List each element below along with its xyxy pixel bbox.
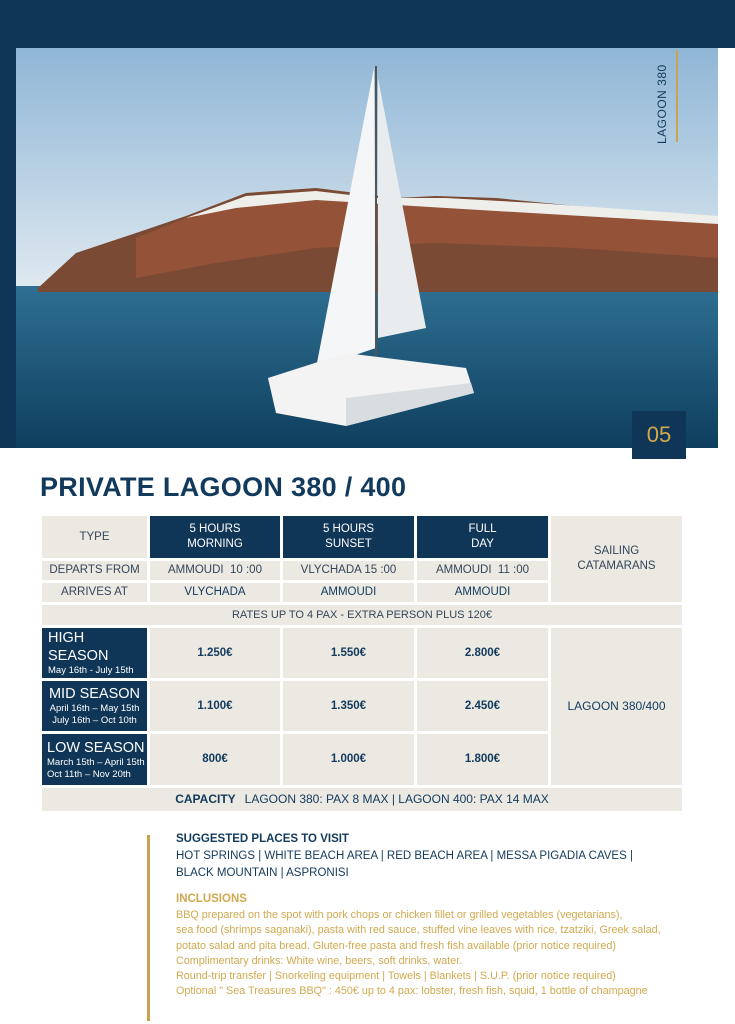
season-dates: July 16th – Oct 10th — [52, 715, 137, 726]
season-dates: May 16th - July 15th — [48, 665, 134, 676]
departs-cell: AMMOUDI 11 :00 — [417, 561, 548, 580]
inclusion-line: potato salad and pita bread. Gluten-free pasta and fresh fish available (prior notice required) — [176, 939, 616, 952]
arrives-cell: AMMOUDI — [283, 583, 414, 602]
season-name: MID SEASON — [48, 686, 141, 702]
season-high — [42, 628, 147, 678]
inclusion-line: Complimentary drinks: White wine, beers, soft drinks, water. — [176, 954, 463, 967]
departs-label: DEPARTS FROM — [42, 561, 147, 580]
price-cell: 1.800€ — [417, 734, 548, 785]
capacity-label: CAPACITY — [175, 792, 236, 806]
season-dates: March 15th – April 15th — [47, 756, 145, 768]
price-cell: 1.250€ — [150, 628, 280, 678]
arrives-label: ARRIVES AT — [42, 583, 147, 602]
inclusion-line: BBQ prepared on the spot with pork chops or chicken fillet or grilled vegetables (vegetarians), — [176, 909, 623, 921]
column-line: MORNING — [187, 538, 243, 550]
column-line: 5 HOURS — [322, 523, 375, 535]
capacity-row — [42, 788, 682, 811]
side-band — [0, 0, 16, 448]
inclusion-line: Optional " Sea Treasures BBQ" : 450€ up to 4 pax: lobster, fresh fish, squid, 1 bottle of champagne — [176, 985, 648, 998]
boat-label: LAGOON 380 — [655, 64, 669, 144]
places-heading: SUGGESTED PLACES TO VISIT — [176, 833, 349, 845]
places-list: HOT SPRINGS | WHITE BEACH AREA | RED BEACH AREA | MESSA PIGADIA CAVES | BLACK MOUNTAIN | ASPRONISI — [176, 850, 633, 879]
boats-cell: LAGOON 380/400 — [551, 628, 682, 785]
price-cell: 1.100€ — [150, 681, 280, 731]
page-title: PRIVATE LAGOON 380 / 400 — [40, 472, 407, 502]
column-header — [283, 516, 414, 558]
price-cell: 2.800€ — [417, 628, 548, 678]
price-cell: 1.000€ — [283, 734, 414, 785]
inclusions-list — [176, 908, 706, 1000]
info-section — [176, 831, 706, 1000]
column-line: DAY — [471, 538, 494, 550]
price-cell: 800€ — [150, 734, 280, 785]
column-header — [417, 516, 548, 558]
rates-note: RATES UP TO 4 PAX - EXTRA PERSON PLUS 120€ — [42, 605, 682, 625]
arrives-cell: VLYCHADA — [150, 583, 280, 602]
category-cell: SAILING CATAMARANS — [551, 516, 682, 602]
column-line: SUNSET — [325, 538, 372, 550]
season-name: LOW SEASON — [47, 739, 145, 756]
season-dates: April 16th – May 15th — [49, 703, 140, 714]
inclusions-heading: INCLUSIONS — [176, 893, 247, 905]
inclusion-line: sea food (shrimps saganaki), pasta with red sauce, stuffed vine leaves with rice, tzatziki, Greek salad, — [176, 924, 661, 937]
header-band — [0, 0, 735, 48]
type-label: TYPE — [42, 516, 147, 558]
inclusion-line: Round-trip transfer | Snorkeling equipment | Towels | Blankets | S.U.P. (prior notice required) — [176, 970, 616, 983]
page-number: 05 — [632, 411, 686, 459]
column-line: FULL — [468, 523, 497, 535]
season-low — [42, 734, 147, 785]
column-line: 5 HOURS — [189, 523, 241, 535]
column-header — [150, 516, 280, 558]
season-mid — [42, 681, 147, 731]
season-name: HIGH SEASON — [48, 630, 109, 664]
capacity-value: LAGOON 380: PAX 8 MAX | LAGOON 400: PAX 14 MAX — [244, 792, 549, 806]
departs-cell: AMMOUDI 10 :00 — [150, 561, 280, 580]
catamaran-photo — [16, 48, 718, 448]
price-cell: 2.450€ — [417, 681, 548, 731]
arrives-cell: AMMOUDI — [417, 583, 548, 602]
season-dates: Oct 11th – Nov 20th — [47, 768, 131, 780]
gold-accent-line — [147, 835, 150, 1021]
price-cell: 1.550€ — [283, 628, 414, 678]
price-cell: 1.350€ — [283, 681, 414, 731]
departs-cell: VLYCHADA 15 :00 — [283, 561, 414, 580]
gold-divider — [676, 50, 678, 142]
